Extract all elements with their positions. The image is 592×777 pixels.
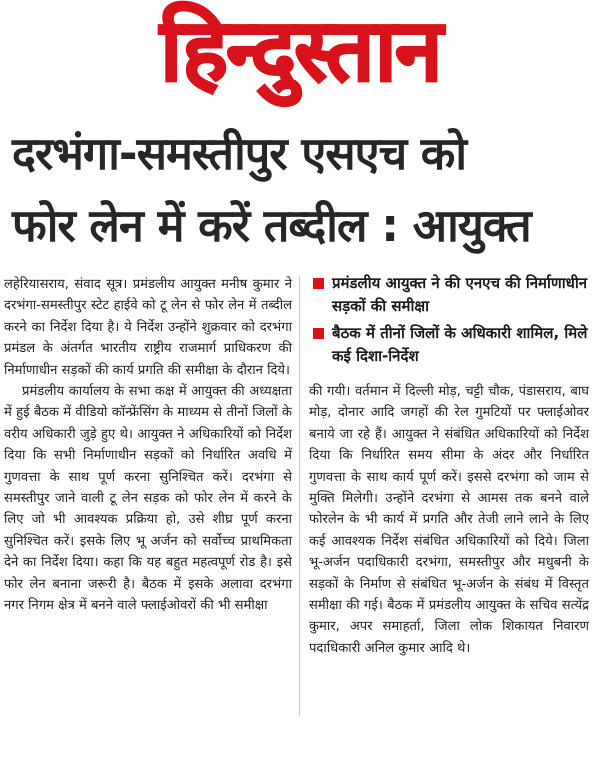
article-column-right: [309, 381, 589, 659]
highlight-text: बैठक में तीनों जिलों के अधिकारी शामिल, मिले कई दिशा-निर्देश: [332, 324, 588, 365]
article-paragraph-1: लहेरियासराय, संवाद सूत्र। प्रमंडलीय आयुक्त मनीष कुमार ने दरभंगा-समस्तीपुर स्टेट हाईवे को टू लेन से फोर लेन में तब्दील करने का निर्देश दिया है। ये निर्देश उन्होंने शुक्रवार को दरभंगा प्रमंडल के अंतर्गत भारतीय राष्ट्रीय राजमार्ग प्राधिकरण की निर्माणाधीन सड़कों की कार्य प्रगति की समीक्षा के दौरान दिये।: [4, 277, 292, 378]
headline-line-2: फोर लेन में करें तब्दील : आयुक्त: [12, 199, 531, 252]
newspaper-masthead: [0, 0, 592, 112]
red-square-bullet-icon: [313, 278, 324, 289]
article-paragraph-2: प्रमंडलीय कार्यालय के सभा कक्ष में आयुक्त की अध्यक्षता में हुई बैठक में वीडियो कॉन्फ्रेंसिंग के माध्यम से तीनों जिलों के वरीय अधिकारी जुड़े हुए थे। आयुक्त ने अधिकारियों को निर्देश दिया कि सभी निर्माणाधीन सड़कों को निर्धारित अवधि में गुणवत्ता के साथ पूर्ण करना सुनिश्चित करें। दरभंगा से समस्तीपुर जाने वाली टू लेन सड़क को फोर लेन में करने के लिए जो भी आवश्यक प्रक्रिया हो, उसे शीघ्र पूर्ण करना सुनिश्चित करें। इसके लिए भू अर्जन को सर्वोच्च प्राथमिकता देने का निर्देश दिया। कहा कि यह बहुत महत्वपूर्ण रोड है। इसे फोर लेन बनाना जरूरी है। बैठक में इसके अलावा दरभंगा नगर निगम क्षेत्र में बनने वाले फ्लाईओवरों की भी समीक्षा: [4, 384, 292, 614]
highlight-item: [313, 322, 589, 368]
red-square-bullet-icon: [313, 328, 324, 339]
article-column-left: [4, 274, 292, 617]
highlight-item: [313, 272, 589, 318]
article-paragraph-3: की गयी। वर्तमान में दिल्ली मोड़, चट्टी चौक, पंडासराय, बाघ मोड़, दोनार आदि जगहों की रेल गुमटियों पर फ्लाईओवर बनाये जा रहे हैं। आयुक्त ने संबंधित अधिकारियों को निर्देश दिया कि निर्धारित समय सीमा के अंदर और निर्धारित गुणवत्ता के साथ कार्य पूर्ण करें। इससे दरभंगा को जाम से मुक्ति मिलेगी। उन्होंने दरभंगा से आमस तक बनने वाले फोरलेन के भी कार्य में प्रगति और तेजी लाने लाने के लिए कई आवश्यक निर्देश संबंधित अधिकारियों को दिये। जिला भू-अर्जन पदाधिकारी दरभंगा, समस्तीपुर और मधुबनी के सड़कों के निर्माण से संबंधित भू-अर्जन के संबंध में विस्तृत समीक्षा की गई। बैठक में प्रमंडलीय आयुक्त के सचिव सत्येंद्र कुमार, अपर समाहर्ता, जिला लोक शिकायत निवारण पदाधिकारी अनिल कुमार आदि थे।: [309, 384, 589, 656]
masthead-logo-text: हिन्दुस्तान: [160, 1, 441, 101]
highlight-text: प्रमंडलीय आयुक्त ने की एनएच की निर्माणाधीन सड़कों की समीक्षा: [332, 274, 588, 315]
column-divider: [299, 276, 300, 716]
highlights-box: [313, 272, 589, 372]
headline-line-1: दरभंगा-समस्तीपुर एसएच को: [12, 127, 467, 180]
